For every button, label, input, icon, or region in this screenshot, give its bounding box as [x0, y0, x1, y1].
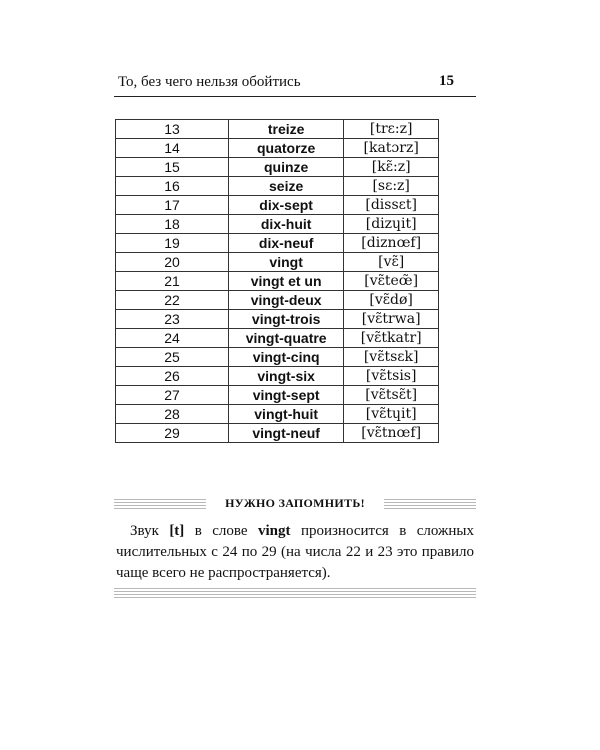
- table-row: [116, 424, 439, 443]
- number-cell: 27: [116, 386, 229, 405]
- note-header: [114, 494, 476, 514]
- number-cell: 26: [116, 367, 229, 386]
- french-word-cell: dix-neuf: [228, 234, 343, 253]
- page-number: 15: [439, 73, 454, 89]
- transcription-cell: [dissɛt]: [344, 196, 439, 215]
- note-text: [114, 521, 476, 584]
- french-word-cell: vingt-trois: [228, 310, 343, 329]
- transcription-cell: [vɛ̃tsɛ̃t]: [344, 386, 439, 405]
- number-cell: 18: [116, 215, 229, 234]
- transcription-cell: [vɛ̃tsis]: [344, 367, 439, 386]
- numbers-table-body: [116, 120, 439, 443]
- note-sound-t: [t]: [169, 523, 185, 539]
- table-row: [116, 272, 439, 291]
- transcription-cell: [dizɥit]: [344, 215, 439, 234]
- french-word-cell: vingt-sept: [228, 386, 343, 405]
- french-word-cell: quinze: [228, 158, 343, 177]
- table-row: [116, 139, 439, 158]
- number-cell: 24: [116, 329, 229, 348]
- table-row: [116, 215, 439, 234]
- note-line-1: [116, 521, 474, 542]
- note-word-vingt: vingt: [258, 523, 291, 539]
- table-row: [116, 348, 439, 367]
- table-row: [116, 329, 439, 348]
- table-row: [116, 310, 439, 329]
- note-word-zvuk: Звук: [130, 523, 159, 539]
- transcription-cell: [vɛ̃trwa]: [344, 310, 439, 329]
- number-cell: 17: [116, 196, 229, 215]
- number-cell: 23: [116, 310, 229, 329]
- number-cell: 13: [116, 120, 229, 139]
- running-title: То, без чего нельзя обойтись: [118, 74, 301, 90]
- remember-note: [114, 494, 476, 598]
- table-row: [116, 196, 439, 215]
- note-decor-stripes-right: [384, 499, 476, 509]
- table-row: [116, 120, 439, 139]
- note-line-3: чаще всего не распространяется).: [116, 565, 331, 581]
- transcription-cell: [vɛ̃tsɛk]: [344, 348, 439, 367]
- french-word-cell: vingt-quatre: [228, 329, 343, 348]
- transcription-cell: [katɔrz]: [344, 139, 439, 158]
- french-word-cell: dix-sept: [228, 196, 343, 215]
- number-cell: 14: [116, 139, 229, 158]
- number-cell: 29: [116, 424, 229, 443]
- number-cell: 28: [116, 405, 229, 424]
- french-word-cell: vingt-huit: [228, 405, 343, 424]
- transcription-cell: [kɛ̃:z]: [344, 158, 439, 177]
- transcription-cell: [diznœf]: [344, 234, 439, 253]
- french-word-cell: vingt: [228, 253, 343, 272]
- table-row: [116, 234, 439, 253]
- transcription-cell: [vɛ̃teœ̃]: [344, 272, 439, 291]
- transcription-cell: [vɛ̃dø]: [344, 291, 439, 310]
- table-row: [116, 405, 439, 424]
- number-cell: 16: [116, 177, 229, 196]
- french-word-cell: vingt-cinq: [228, 348, 343, 367]
- numbers-table: [115, 119, 439, 443]
- transcription-cell: [vɛ̃tɥit]: [344, 405, 439, 424]
- table-row: [116, 367, 439, 386]
- french-word-cell: dix-huit: [228, 215, 343, 234]
- french-word-cell: treize: [228, 120, 343, 139]
- transcription-cell: [vɛ̃]: [344, 253, 439, 272]
- number-cell: 25: [116, 348, 229, 367]
- table-row: [116, 177, 439, 196]
- transcription-cell: [vɛ̃tkatr]: [344, 329, 439, 348]
- transcription-cell: [vɛ̃tnœf]: [344, 424, 439, 443]
- note-decor-stripes-left: [114, 499, 206, 509]
- number-cell: 21: [116, 272, 229, 291]
- number-cell: 20: [116, 253, 229, 272]
- french-word-cell: seize: [228, 177, 343, 196]
- note-title: НУЖНО ЗАПОМНИТЬ!: [225, 496, 365, 510]
- table-row: [116, 158, 439, 177]
- french-word-cell: quatorze: [228, 139, 343, 158]
- table-row: [116, 253, 439, 272]
- note-word-v-slove: в слове: [194, 523, 248, 539]
- transcription-cell: [sɛ:z]: [344, 177, 439, 196]
- table-row: [116, 386, 439, 405]
- note-decor-stripes-bottom: [114, 588, 476, 598]
- note-line-2: числительных с 24 по 29 (на числа 22 и 23 это правило: [116, 544, 474, 560]
- page-header: [114, 68, 476, 97]
- table-row: [116, 291, 439, 310]
- french-word-cell: vingt-neuf: [228, 424, 343, 443]
- number-cell: 15: [116, 158, 229, 177]
- french-word-cell: vingt et un: [228, 272, 343, 291]
- number-cell: 19: [116, 234, 229, 253]
- note-line-1-rest: произносится в сложных: [300, 523, 475, 539]
- number-cell: 22: [116, 291, 229, 310]
- transcription-cell: [trɛ:z]: [344, 120, 439, 139]
- french-word-cell: vingt-six: [228, 367, 343, 386]
- french-word-cell: vingt-deux: [228, 291, 343, 310]
